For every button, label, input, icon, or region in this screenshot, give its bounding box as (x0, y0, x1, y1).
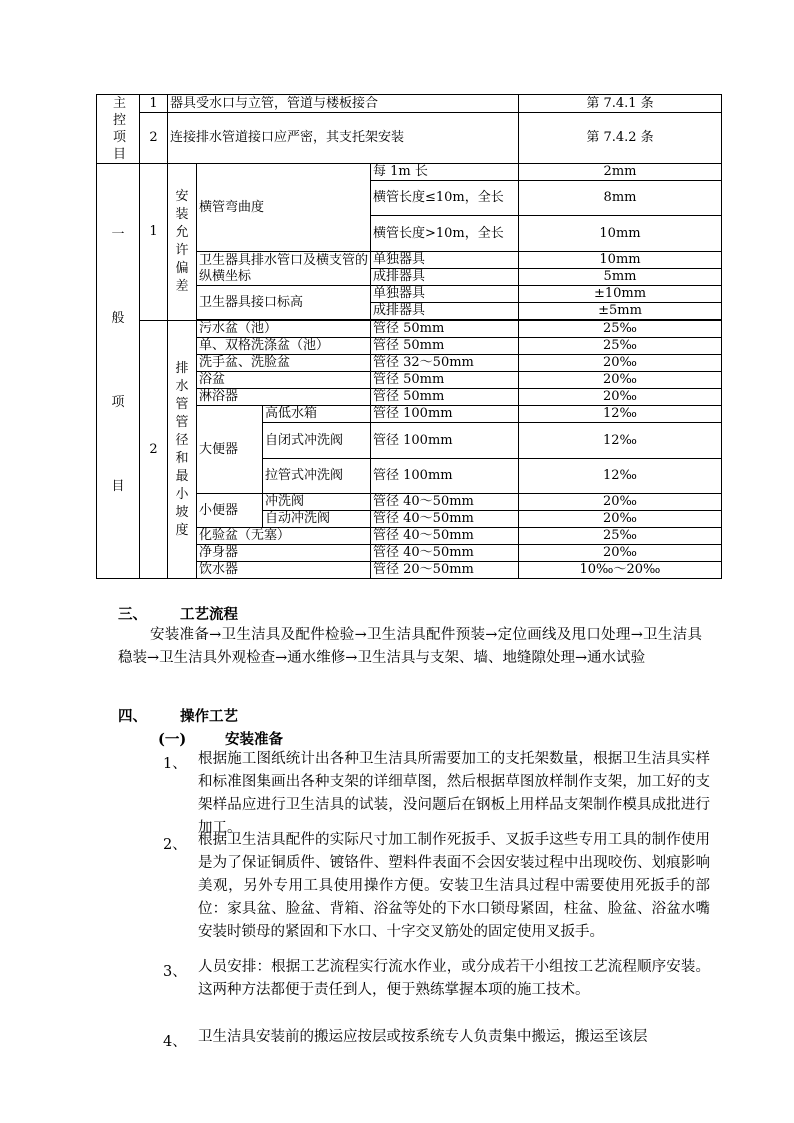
pipe: 管径 50mm (371, 372, 519, 389)
slope: 10‰～20‰ (519, 562, 722, 579)
row-item: 器具受水口与立管，管道与楼板接合 (168, 95, 519, 113)
fixture-sub: 高低水箱 (263, 406, 371, 423)
val: 2mm (519, 164, 722, 181)
cond: 成排器具 (371, 303, 519, 320)
row-no: 1 (140, 95, 168, 113)
cond: 单独器具 (371, 252, 519, 269)
main-control-label: 主控项目 (97, 95, 140, 164)
fixture-sub: 自动冲洗阀 (263, 511, 371, 528)
slope: 12‰ (519, 459, 722, 494)
fixture-name: 单、双格洗涤盆（池） (197, 338, 371, 355)
group1-label: 安装允许偏差 (168, 164, 197, 321)
fixture-name: 饮水器 (197, 562, 371, 579)
general-char: 目 (111, 479, 125, 494)
pipe: 管径 32～50mm (371, 355, 519, 372)
section4-title: 操作工艺 (180, 708, 238, 725)
slope: 20‰ (519, 355, 722, 372)
pipe: 管径 40～50mm (371, 545, 519, 562)
fixture-name: 洗手盆、洗脸盆 (197, 355, 371, 372)
section4-number: 四、 (118, 708, 147, 725)
fixture-sub: 拉管式冲洗阀 (263, 459, 371, 494)
coord-label: 卫生器具排水管口及横支管的纵横坐标 (197, 252, 371, 286)
fixture-sub: 自闭式冲洗阀 (263, 423, 371, 459)
slope: 25‰ (519, 321, 722, 338)
item-text: 卫生洁具安装前的搬运应按层或按系统专人负责集中搬运，搬运至该层 (198, 1029, 648, 1045)
slope: 25‰ (519, 338, 722, 355)
pipe: 管径 40～50mm (371, 511, 519, 528)
group2-no: 2 (140, 321, 168, 579)
pipe: 管径 100mm (371, 423, 519, 459)
fixture-name: 小便器 (197, 494, 263, 528)
slope: 20‰ (519, 389, 722, 406)
row-item: 连接排水管道接口应严密，其支托架安装 (168, 113, 519, 164)
pipe: 管径 40～50mm (371, 528, 519, 545)
general-label (97, 164, 140, 579)
slope: 20‰ (519, 511, 722, 528)
fixture-sub: 冲洗阀 (263, 494, 371, 511)
slope: 25‰ (519, 528, 722, 545)
item-number: 1、 (163, 756, 187, 772)
slope: 12‰ (519, 406, 722, 423)
cond: 横管长度≤10m，全长 (371, 181, 519, 216)
row-no: 2 (140, 113, 168, 164)
slope: 20‰ (519, 545, 722, 562)
section3-title: 工艺流程 (180, 606, 238, 623)
val: ±10mm (519, 286, 722, 303)
general-char: 项 (111, 395, 125, 410)
val: 5mm (519, 269, 722, 286)
pipe: 管径 100mm (371, 406, 519, 423)
elev-label: 卫生器具接口标高 (197, 286, 371, 320)
slope: 12‰ (519, 423, 722, 459)
section3-number: 三、 (118, 606, 147, 623)
slope: 20‰ (519, 494, 722, 511)
cond: 成排器具 (371, 269, 519, 286)
val: 10mm (519, 216, 722, 252)
cond: 单独器具 (371, 286, 519, 303)
pipe: 管径 40～50mm (371, 494, 519, 511)
pipe: 管径 50mm (371, 338, 519, 355)
pipe: 管径 100mm (371, 459, 519, 494)
cond: 每 1m 长 (371, 164, 519, 181)
item-text: 人员安排：根据工艺流程实行流水作业，或分成若干小组按工艺流程顺序安装。这两种方法都便于责任到人，便于熟练掌握本项的施工技术。 (198, 959, 710, 998)
pipe: 管径 20～50mm (371, 562, 519, 579)
val: ±5mm (519, 303, 722, 320)
item-number: 3、 (163, 964, 187, 980)
cond: 横管长度>10m，全长 (371, 216, 519, 252)
row-clause: 第 7.4.1 条 (519, 95, 722, 113)
slope: 20‰ (519, 372, 722, 389)
item-number: 2、 (163, 837, 187, 853)
val: 10mm (519, 252, 722, 269)
group2-label: 排水管管径和最小坡度 (168, 321, 197, 579)
row-clause: 第 7.4.2 条 (519, 113, 722, 164)
pipe: 管径 50mm (371, 389, 519, 406)
acceptance-table (96, 94, 722, 579)
fixture-name: 化验盆（无塞） (197, 528, 371, 545)
general-char: 一 (111, 227, 125, 242)
bend-label: 横管弯曲度 (197, 164, 371, 252)
subsection-title: 安装准备 (225, 731, 283, 748)
item-text: 根据卫生洁具配件的实际尺寸加工制作死扳手、叉扳手这些专用工具的制作使用是为了保证铜质件、镀铬件、塑料件表面不会因安装过程中出现咬伤、划痕影响美观，另外专用工具使用操作方便。安装卫生洁具过程中需要使用死扳手的部位：家具盆、脸盆、背箱、浴盆等处的下水口锁母紧固，柱盆、脸盆、浴盆水嘴安装时锁母的紧固和下水口、十字交叉筋处的固定使用叉扳手。 (198, 832, 710, 940)
val: 8mm (519, 181, 722, 216)
subsection-number: (一) (158, 731, 187, 748)
section3-body: 安装准备→卫生洁具及配件检验→卫生洁具配件预装→定位画线及甩口处理→卫生洁具稳装→卫生洁具外观检查→通水维修→卫生洁具与支架、墙、地缝隙处理→通水试验 (118, 627, 702, 666)
fixture-name: 净身器 (197, 545, 371, 562)
pipe: 管径 50mm (371, 321, 519, 338)
group1-no: 1 (140, 164, 168, 321)
item-number: 4、 (163, 1034, 187, 1050)
fixture-name: 污水盆（池） (197, 321, 371, 338)
fixture-name: 浴盆 (197, 372, 371, 389)
general-char: 般 (111, 311, 125, 326)
item-text: 根据施工图纸统计出各种卫生洁具所需要加工的支托架数量，根据卫生洁具实样和标准图集画出各种支架的详细草图，然后根据草图放样制作支架，加工好的支架样品应进行卫生洁具的试装，没问题后在钢板上用样品支架制作模具成批进行加工。 (198, 751, 710, 836)
fixture-name: 大便器 (197, 406, 263, 494)
fixture-name: 淋浴器 (197, 389, 371, 406)
